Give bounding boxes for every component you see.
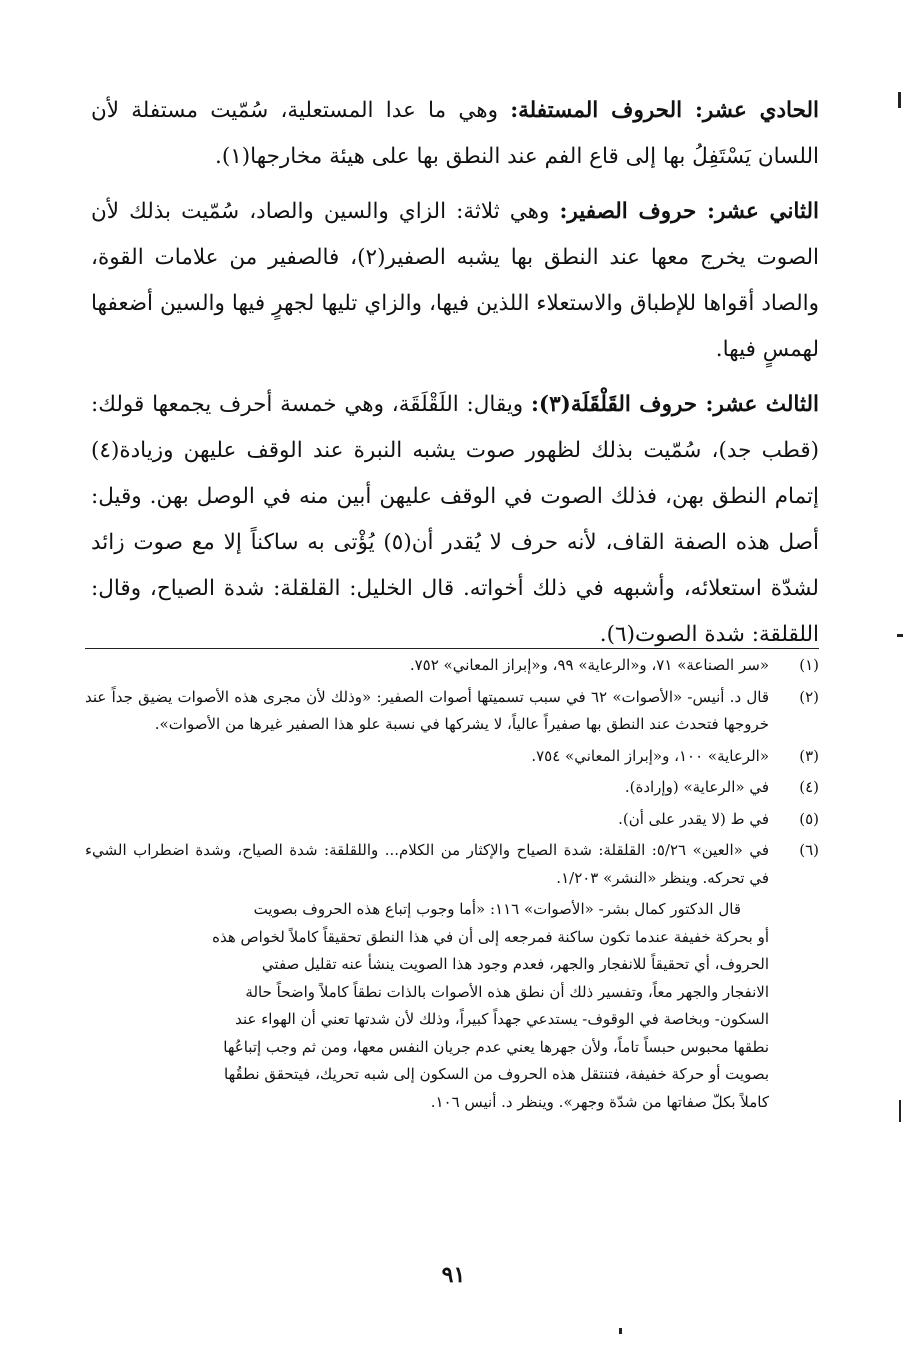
footnote-line: الحروف، أي تحقيقاً للانفجار والجهر، فعدم وجود هذا الصويت ينشأ عنه تقليل صفتي bbox=[261, 955, 769, 973]
footnote-text: في «العين» ٥/٢٦: القلقلة: شدة الصياح والإكثار من الكلام... واللقلقة: شدة الصياح، وشدة اضطراب الشيء في تحركه. وينظر «النشر» ١/٢٠٣. bbox=[85, 841, 769, 887]
footnote-number: (٤) bbox=[799, 778, 819, 796]
page-number: ٩١ bbox=[441, 1262, 466, 1288]
footnote-number: (٣) bbox=[799, 746, 819, 765]
paragraph-text: وهي ثلاثة: الزاي والسين والصاد، سُمّيت بذلك لأن الصوت يخرج معها عند النطق بها يشبه الصفير(٢)، فالصفير من علامات القوة، والصاد أقواها للإطباق والاستعلاء اللذين فيها، والزاي تليها لجهرٍ فيها والسين أضعفها لهمسٍ فيها. bbox=[91, 199, 819, 362]
footnote-text: «الرعاية» ١٠٠، و«إبراز المعاني» ٧٥٤. bbox=[531, 746, 769, 765]
footnote bbox=[85, 837, 819, 892]
footnote-continuation bbox=[85, 896, 819, 1116]
footnote bbox=[85, 774, 819, 802]
margin-mark-top bbox=[898, 92, 901, 108]
margin-mark-foot bbox=[619, 1328, 622, 1334]
footnote-number: (٥) bbox=[799, 809, 819, 828]
main-text bbox=[91, 88, 819, 667]
footnote bbox=[85, 743, 819, 771]
paragraph-text: ويقال: اللَقْلَقَة، وهي خمسة أحرف يجمعها قولك: (قطب جد)، سُمّيت بذلك لظهور صوت يشبه النبرة عند الوقف عليهن وزيادة(٤) إتمام النطق بهن، فذلك الصوت في الوقف عليهن أبين منه في الوصل بهن. وقيل: أصل هذه الصفة القاف، لأنه حرف لا يُقدر أن(٥) يُؤْتى به ساكناً إلا مع صوت زائد لشدّة استعلائه، وأشبهه في ذلك أخواته. قال الخليل: القلقلة: شدة الصياح، وقال: اللقلقة: شدة الصوت(٦). bbox=[91, 392, 819, 647]
footnote-number: (٢) bbox=[799, 687, 819, 706]
footnote-line: نطقها محبوس حبساً تاماً، ولأن جهرها يعني عدم جريان النفس معها، ومن ثم وجب إتباعُها bbox=[223, 1037, 769, 1056]
footnote-separator bbox=[85, 648, 819, 649]
footnote-number: (٦) bbox=[799, 841, 819, 859]
footnote-text: قال د. أنيس- «الأصوات» ٦٢ في سبب تسميتها أصوات الصفير: «وذلك لأن مجرى هذه الأصوات يضيق جداً عند خروجها فتحدث عند النطق بها صفيراً عالياً، لا يشركها في نسبة علو هذا الصفير غيرها من الأصوات». bbox=[85, 687, 769, 733]
footnote-line: أو بحركة خفيفة عندما تكون ساكنة فمرجعه إلى أن في هذا النطق تحقيقاً كاملاً لخواص هذه bbox=[212, 927, 769, 946]
paragraph-heading: الثالث عشر: حروف القَلْقَلَة(٣): bbox=[530, 392, 819, 417]
footnote-number: (١) bbox=[799, 656, 819, 674]
paragraph-12 bbox=[91, 189, 819, 373]
footnote-text: في «الرعاية» (وإرادة). bbox=[624, 778, 769, 796]
footnote-line: كاملاً بكلّ صفاتها من شدّة وجهر». وينظر د. أنيس ١٠٦. bbox=[430, 1092, 769, 1111]
footnote-text: في ط (لا يقدر على أن). bbox=[618, 809, 769, 828]
paragraph-heading: الحادي عشر: الحروف المستفلة: bbox=[510, 98, 819, 123]
paragraph-11 bbox=[91, 88, 819, 180]
margin-mark-bottom bbox=[899, 1100, 901, 1122]
footnote-line: الانفجار والجهر معاً، وتفسير ذلك أن نطق هذه الأصوات بالذات نطقاً كاملاً واضحاً حالة bbox=[245, 982, 769, 1001]
footnote bbox=[85, 652, 819, 680]
footnote-line: بصويت أو حركة خفيفة، فتنتقل هذه الحروف من السكون إلى شبه تحريك، فيتحقق نطقُها bbox=[224, 1065, 769, 1083]
paragraph-13 bbox=[91, 382, 819, 658]
footnote-line: قال الدكتور كمال بشر- «الأصوات» ١١٦: «أما وجوب إتباع هذه الحروف بصويت bbox=[253, 900, 741, 918]
footnote-text: «سر الصناعة» ٧١، و«الرعاية» ٩٩، و«إبراز المعاني» ٧٥٢. bbox=[409, 656, 769, 674]
paragraph-heading: الثاني عشر: حروف الصفير: bbox=[559, 199, 819, 224]
footnotes bbox=[85, 652, 819, 1116]
footnote bbox=[85, 684, 819, 739]
footnote bbox=[85, 806, 819, 834]
margin-mark-middle bbox=[897, 634, 903, 637]
paragraph-text: وهي ما عدا المستعلية، سُمّيت مستفلة لأن اللسان يَسْتَفِلُ بها إلى قاع الفم عند النطق بها على هيئة مخارجها(١). bbox=[91, 98, 819, 169]
footnote-line: السكون- وبخاصة في الوقوف- يستدعي جهداً كبيراً، وذلك لأن شدتها تعني أن الهواء عند bbox=[235, 1010, 769, 1028]
